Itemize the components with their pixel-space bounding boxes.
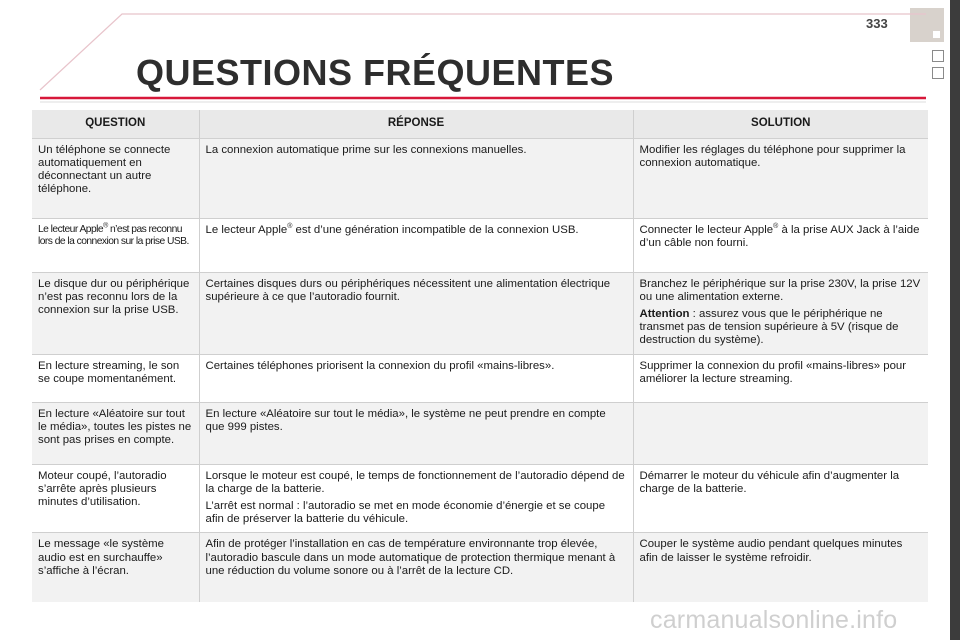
reponse-text: L’arrêt est normal : l’autoradio se met en mode économie d’énergie et se coupe afin de préserver la batterie du véhicule. [205, 500, 606, 526]
question-text: Le message «le système audio est en surchauffe» s’affiche à l’écran. [38, 538, 164, 577]
registered-mark: ® [773, 223, 779, 231]
table-row [32, 273, 928, 355]
question-text: En lecture streaming, le son se coupe momentanément. [38, 360, 180, 386]
reponse-text-a: Le lecteur Apple [205, 224, 288, 236]
faq-table [32, 110, 928, 602]
reponse-text: Certaines téléphones priorisent la connexion du profil «mains-libres». [205, 360, 555, 372]
table-row [32, 465, 928, 533]
table-row [32, 403, 928, 465]
solution-cell [633, 139, 928, 219]
solution-text: Démarrer le moteur du véhicule afin d’augmenter la charge de la batterie. [639, 470, 900, 496]
header-reponse: RÉPONSE [199, 110, 633, 139]
watermark: carmanualsonline.info [650, 606, 898, 634]
reponse-cell [199, 403, 633, 465]
solution-cell [633, 273, 928, 355]
reponse-cell [199, 273, 633, 355]
question-text: Le disque dur ou périphérique n’est pas reconnu lors de la connexion sur la prise USB. [38, 278, 190, 317]
page-number: 333 [866, 16, 888, 31]
question-cell [32, 139, 199, 219]
solution-text: Branchez le périphérique sur la prise 230V, la prise 12V ou une alimentation externe. [639, 278, 921, 304]
question-text-b: n’est pas reconnu lors de la connexion sur la prise USB. [38, 224, 189, 247]
solution-cell [633, 533, 928, 603]
reponse-text [206, 224, 627, 237]
reponse-cell [199, 355, 633, 403]
solution-text-a: Connecter le lecteur Apple [639, 224, 774, 236]
question-text: Moteur coupé, l’autoradio s’arrête après plusieurs minutes d’utilisation. [38, 470, 167, 509]
question-cell [32, 533, 199, 603]
reponse-text: En lecture «Aléatoire sur tout le média», le système ne peut prendre en compte que 999 pistes. [205, 408, 606, 434]
reponse-cell [199, 219, 633, 273]
question-cell [32, 273, 199, 355]
solution-text-b: à la prise AUX Jack à l’aide d’un câble non fourni. [639, 224, 920, 250]
reponse-cell [199, 533, 633, 603]
table-header-row [32, 110, 928, 139]
registered-mark: ® [287, 223, 293, 231]
solution-cell [633, 355, 928, 403]
question-text: En lecture «Aléatoire sur tout le média», toutes les pistes ne sont pas prises en compte. [38, 408, 192, 447]
question-cell [32, 355, 199, 403]
reponse-text: La connexion automatique prime sur les connexions manuelles. [205, 144, 527, 156]
solution-text: Modifier les réglages du téléphone pour supprimer la connexion automatique. [639, 144, 906, 170]
warning-text: : assurez vous que le périphérique ne transmet pas de tension supérieure à 5V (risque de destruction du système). [639, 308, 899, 347]
table-row [32, 355, 928, 403]
reponse-text: Lorsque le moteur est coupé, le temps de fonctionnement de l’autoradio dépend de la charge de la batterie. [205, 470, 625, 496]
solution-warning [640, 308, 923, 347]
header-solution: SOLUTION [633, 110, 928, 139]
question-cell [32, 403, 199, 465]
question-text: Un téléphone se connecte automatiquement en déconnectant un autre téléphone. [38, 144, 171, 196]
solution-text: Supprimer la connexion du profil «mains-libres» pour améliorer la lecture streaming. [639, 360, 907, 386]
reponse-cell [199, 465, 633, 533]
reponse-text: Afin de protéger l’installation en cas de température environnante trop élevée, l’autoradio bascule dans un mode automatique de protection thermique menant à une réduction du volume sonore ou à l’arrêt de la lecture CD. [205, 538, 616, 577]
header-question: QUESTION [32, 110, 199, 139]
question-text-a: Le lecteur Apple [38, 224, 104, 235]
solution-cell [633, 465, 928, 533]
solution-cell [633, 403, 928, 465]
reponse-cell [199, 139, 633, 219]
reponse-text-b: est d’une génération incompatible de la connexion USB. [292, 224, 579, 236]
solution-text [640, 224, 923, 250]
warning-lead: Attention [639, 308, 690, 321]
question-text [38, 224, 193, 247]
solution-cell [633, 219, 928, 273]
table-row [32, 139, 928, 219]
question-cell [32, 219, 199, 273]
reponse-text: Certaines disques durs ou périphériques nécessitent une alimentation électrique supérieure à ce que l’autoradio fournit. [205, 278, 611, 304]
registered-mark: ® [103, 222, 108, 230]
question-cell [32, 465, 199, 533]
table-row [32, 219, 928, 273]
page-title: QUESTIONS FRÉQUENTES [136, 52, 615, 93]
solution-text: Couper le système audio pendant quelques minutes afin de laisser le système refroidir. [639, 538, 903, 564]
table-row [32, 533, 928, 603]
